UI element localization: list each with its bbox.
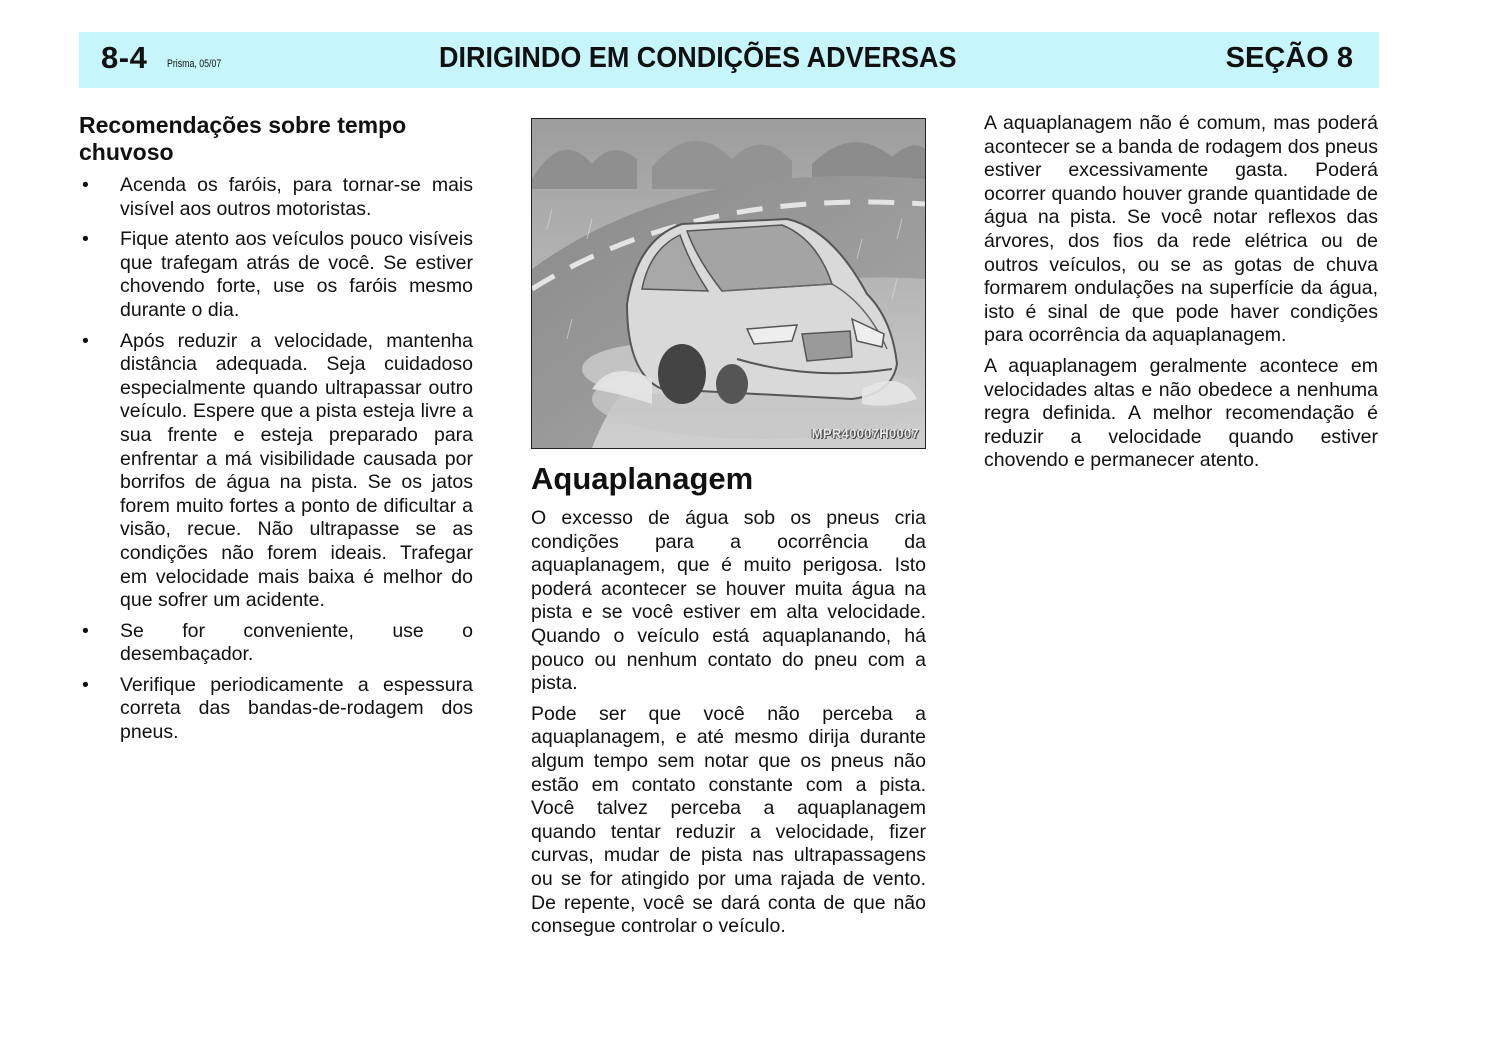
recommendations-list — [79, 174, 473, 745]
list-item-text: Acenda os faróis, para tornar-se mais visível aos outros motoristas. — [120, 174, 473, 220]
left-column — [79, 112, 473, 752]
bullet-icon: • — [82, 619, 89, 642]
list-item-text: Após reduzir a velocidade, mantenha distância adequada. Seja cuidadoso especialmente quando ultrapassar outro veículo. Espere que a pista esteja livre a sua frente e esteja preparado para enfrentar a má visibilidade causada por borrifos de água na pista. Se os jatos forem muito fortes a ponto de dificultar a visão, recue. Não ultrapasse se as condições não forem ideais. Trafegar em velocidade mais baixa é melhor do que sofrer um acidente. — [120, 329, 473, 612]
page-header — [79, 32, 1379, 88]
page-number: 8-4 — [101, 40, 148, 75]
edition-label: Prisma, 05/07 — [167, 58, 222, 70]
page-title: DIRIGINDO EM CONDIÇÕES ADVERSAS — [439, 42, 957, 74]
section-label: SEÇÃO 8 — [1225, 42, 1353, 74]
middle-column — [531, 112, 926, 946]
paragraph: Pode ser que você não perceba a aquaplanagem, e até mesmo dirija durante algum tempo sem notar que os pneus não estão em contato constante com a pista. Você talvez perceba a aquaplanagem quando tentar reduzir a velocidade, fizer curvas, mudar de pista nas ultrapassagens ou se for atingido por uma rajada de vento. De repente, você se dará conta de que não consegue controlar o veículo. — [531, 702, 926, 938]
list-item-text: Fique atento aos veículos pouco visíveis que trafegam atrás de você. Se estiver chovendo forte, use os faróis mesmo durante o dia. — [120, 228, 473, 321]
paragraph: A aquaplanagem geralmente acontece em velocidades altas e não obedece a nenhuma regra definida. A melhor recomendação é reduzir a velocidade quando estiver chovendo e permanecer atento. — [984, 354, 1378, 472]
list-item-text: Verifique periodicamente a espessura correta das bandas-de-rodagem dos pneus. — [120, 673, 473, 744]
paragraph: O excesso de água sob os pneus cria condições para a ocorrência da aquaplanagem, que é muito perigosa. Isto poderá acontecer se houver muita água na pista e se você estiver em alta velocidade. Quando o veículo está aquaplanando, há pouco ou nenhum contato do pneu com a pista. — [531, 507, 926, 695]
paragraph: A aquaplanagem não é comum, mas poderá acontecer se a banda de rodagem dos pneus estiver excessivamente gasta. Poderá ocorrer quando houver grande quantidade de água na pista. Se você notar reflexos das árvores, dos fios da rede elétrica ou de outros veículos, ou se as gotas de chuva formarem ondulações na superfície da água, isto é sinal de que pode haver condições para ocorrência da aquaplanagem. — [984, 112, 1378, 347]
bullet-icon: • — [82, 174, 89, 196]
bullet-icon: • — [82, 673, 89, 696]
list-item — [79, 174, 473, 221]
list-item-text: Se for conveniente, use o desembaçador. — [120, 619, 473, 666]
bullet-icon: • — [82, 228, 89, 251]
aquaplaning-heading: Aquaplanagem — [531, 461, 754, 496]
car-on-wet-road-image — [532, 119, 925, 448]
figure-code: MPR40007H0007 — [811, 426, 919, 442]
right-column — [984, 112, 1378, 480]
list-item — [79, 330, 473, 613]
aquaplaning-car-illustration — [531, 118, 926, 449]
list-item — [79, 620, 473, 667]
list-item — [79, 674, 473, 745]
rain-recommendations-heading: Recomendações sobre tempo chuvoso — [79, 112, 407, 165]
list-item — [79, 228, 473, 322]
bullet-icon: • — [82, 329, 89, 352]
